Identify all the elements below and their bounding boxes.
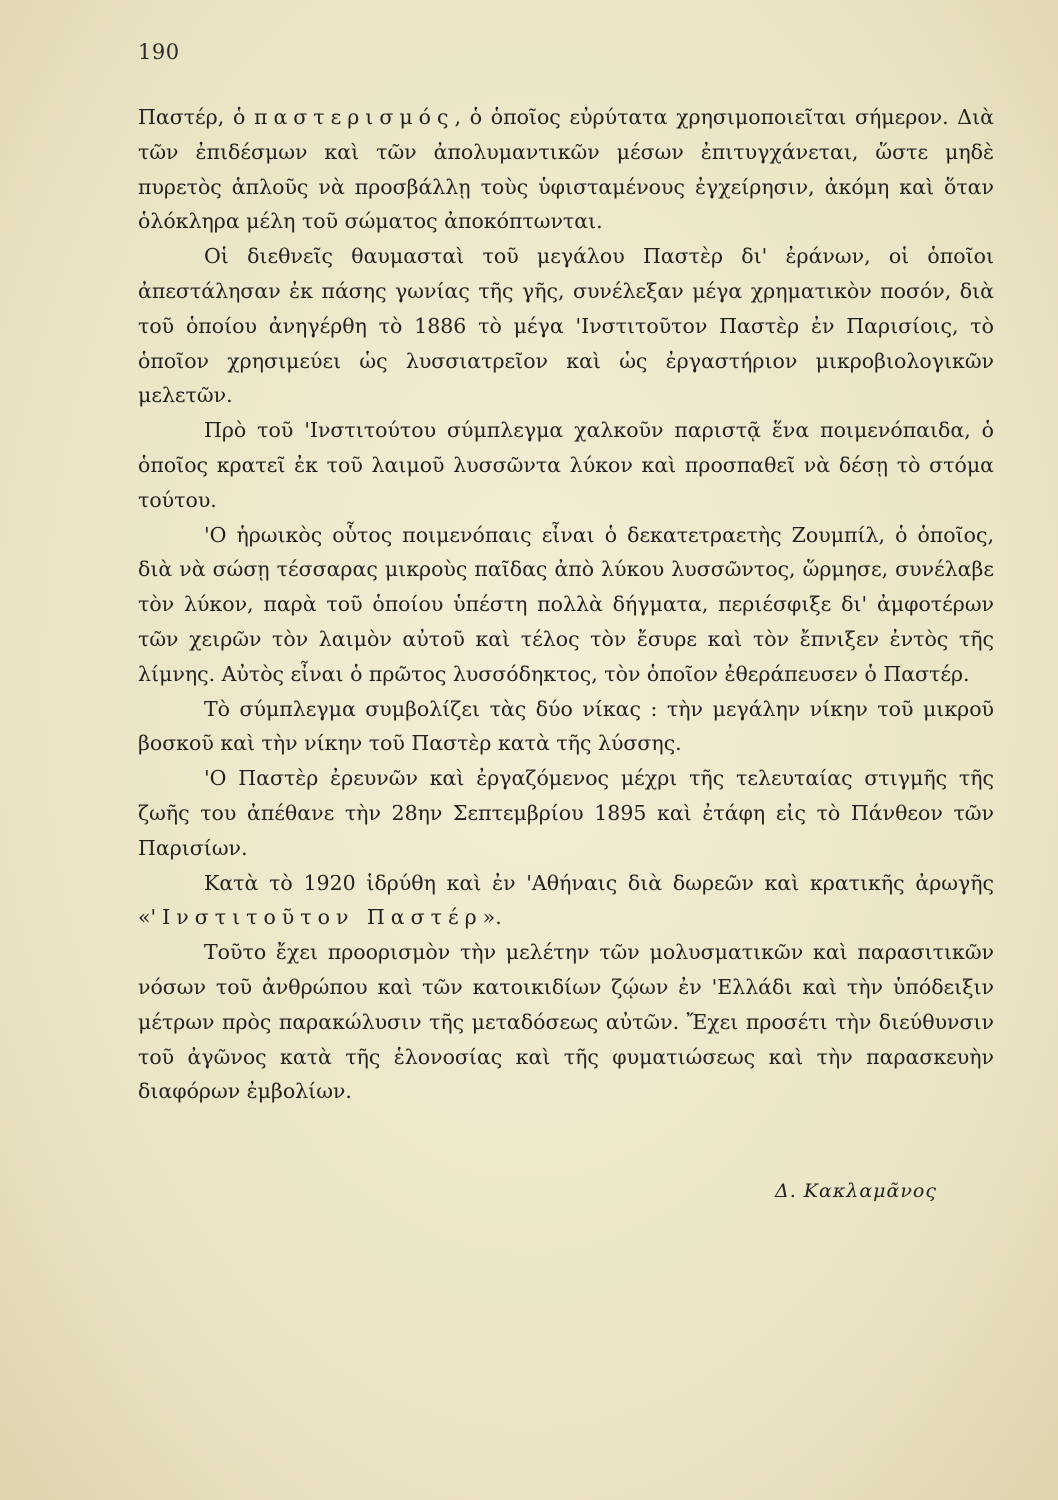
paragraph-1-text-after: , ὁ ὁποῖος εὐρύτατα χρησιμοποιεῖται σήμερον. Διὰ τῶν ἐπιδέσμων καὶ τῶν ἀπολυμαντικῶν μέσων ἐπιτυγχάνεται, ὥστε μηδὲ πυρετὸς ἁπλοῦς νὰ προσβάλλῃ τοὺς ὑφισταμένους ἐγχείρησιν, ἀκόμη καὶ ὅταν ὁλόκληρα μέλη τοῦ σώματος ἀποκόπτωνται. — [138, 105, 994, 234]
paragraph-7-spaced-term: 'Ινστιτοῦτον Παστέρ — [150, 905, 483, 930]
paragraph-1 — [138, 100, 994, 239]
paragraph-5: Τὸ σύμπλεγμα συμβολίζει τὰς δύο νίκας : τὴν μεγάλην νίκην τοῦ μικροῦ βοσκοῦ καὶ τὴν νίκην τοῦ Παστὲρ κατὰ τῆς λύσσης. — [138, 696, 994, 756]
paragraph-7-text-before: Κατὰ τὸ 1920 ἱδρύθη καὶ ἐν 'Αθήναις διὰ δωρεῶν καὶ κρατικῆς ἀρωγῆς « — [138, 870, 994, 930]
paragraph-2: Οἱ διεθνεῖς θαυμασταὶ τοῦ μεγάλου Παστὲρ δι' ἐράνων, οἱ ὁποῖοι ἀπεστάλησαν ἐκ πάσης γωνίας τῆς γῆς, συνέλεξαν μέγα χρηματικὸν ποσόν, διὰ τοῦ ὁποίου ἀνηγέρθη τὸ 1886 τὸ μέγα 'Ινστιτοῦτον Παστὲρ ἐν Παρισίοις, τὸ ὁποῖον χρησιμεύει ὡς λυσσιατρεῖον καὶ ὡς ἐργαστήριον μικροβιολογικῶν μελετῶν. — [138, 244, 994, 408]
paragraph-1-text-before: Παστέρ, ὁ — [138, 105, 254, 129]
paragraph-7-text-after: ». — [482, 905, 502, 930]
paragraph-4: 'Ο ἡρωικὸς οὗτος ποιμενόπαις εἶναι ὁ δεκατετραετὴς Ζουμπίλ, ὁ ὁποῖος, διὰ νὰ σώσῃ τέσσαρας μικροὺς παῖδας ἀπὸ λύκου λυσσῶντος, ὥρμησε, συνέλαβε τὸν λύκον, παρὰ τοῦ ὁποίου ὑπέστη πολλὰ δήγματα, περιέσφιξε δι' ἀμφοτέρων τῶν χειρῶν τὸν λαιμὸν αὐτοῦ καὶ τέλος τὸν ἔσυρε καὶ τὸν ἔπνιξεν ἐντὸς τῆς λίμνης. Αὐτὸς εἶναι ὁ πρῶτος λυσσόδηκτος, τὸν ὁποῖον ἐθεράπευσεν ὁ Παστέρ. — [138, 522, 994, 686]
author-signature: Δ. Κακλαμᾶνος — [775, 1180, 937, 1202]
article-body — [138, 100, 994, 1109]
paragraph-8: Τοῦτο ἔχει προορισμὸν τὴν μελέτην τῶν μολυσματικῶν καὶ παρασιτικῶν νόσων τοῦ ἀνθρώπου καὶ τῶν κατοικιδίων ζῴων ἐν 'Ελλάδι καὶ τὴν ὑπόδειξιν μέτρων πρὸς παρακώλυσιν τῆς μεταδόσεως αὐτῶν. Ἔχει προσέτι τὴν διεύθυνσιν τοῦ ἀγῶνος κατὰ τῆς ἑλονοσίας καὶ τῆς φυματιώσεως καὶ τὴν παρασκευὴν διαφόρων ἐμβολίων. — [138, 940, 994, 1104]
page-number: 190 — [138, 40, 180, 64]
paragraph-3: Πρὸ τοῦ 'Ινστιτούτου σύμπλεγμα χαλκοῦν παριστᾷ ἕνα ποιμενόπαιδα, ὁ ὁποῖος κρατεῖ ἐκ τοῦ λαιμοῦ λυσσῶντα λύκον καὶ προσπαθεῖ νὰ δέσῃ τὸ στόμα τούτου. — [138, 418, 994, 512]
paragraph-1-spaced-term: παστερισμός — [253, 105, 455, 129]
paragraph-7 — [138, 866, 994, 936]
paragraph-6: 'Ο Παστὲρ ἐρευνῶν καὶ ἐργαζόμενος μέχρι τῆς τελευταίας στιγμῆς τῆς ζωῆς του ἀπέθανε τὴν 28ην Σεπτεμβρίου 1895 καὶ ἐτάφη εἰς τὸ Πάνθεον τῶν Παρισίων. — [138, 766, 994, 860]
